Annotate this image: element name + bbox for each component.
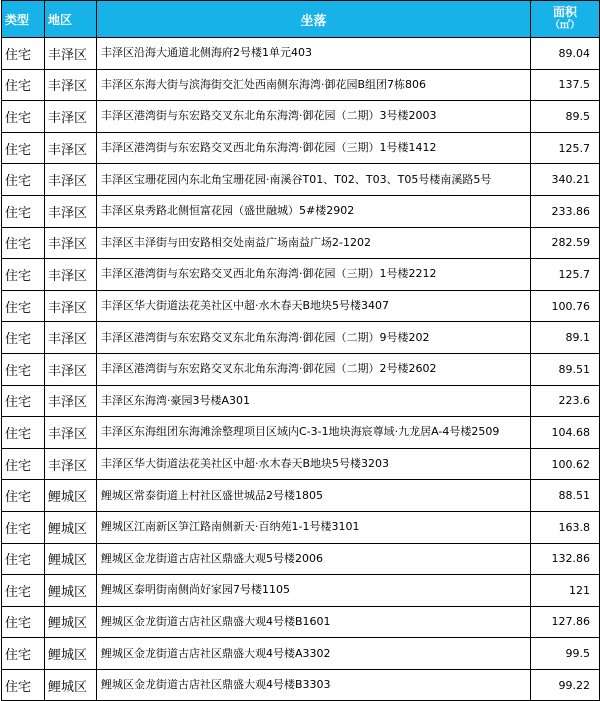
cell-area: 100.62 [531,448,600,480]
cell-type: 住宅 [2,227,45,259]
cell-address: 丰泽区港湾街与东宏路交叉东北角东海湾·御花园（二期）9号楼202 [97,322,531,354]
cell-address: 丰泽区华大街道法花美社区中超·水木春天B地块5号楼3203 [97,448,531,480]
table-row [2,511,600,543]
cell-district: 丰泽区 [45,417,97,449]
cell-type: 住宅 [2,353,45,385]
table-row [2,606,600,638]
cell-address: 鲤城区金龙街道古店社区鼎盛大观4号楼B3303 [97,669,531,701]
property-table [1,0,600,701]
cell-type: 住宅 [2,164,45,196]
cell-district: 鲤城区 [45,575,97,607]
cell-type: 住宅 [2,38,45,70]
cell-type: 住宅 [2,417,45,449]
cell-area: 100.76 [531,290,600,322]
cell-district: 鲤城区 [45,543,97,575]
table-row [2,417,600,449]
table-row [2,195,600,227]
cell-area: 89.5 [531,101,600,133]
cell-type: 住宅 [2,448,45,480]
cell-district: 丰泽区 [45,385,97,417]
cell-address: 丰泽区丰泽街与田安路相交处南益广场南益广场2-1202 [97,227,531,259]
header-row [2,1,600,38]
cell-area: 127.86 [531,606,600,638]
cell-area: 104.68 [531,417,600,449]
cell-address: 丰泽区港湾街与东宏路交叉东北角东海湾·御花园（二期）3号楼2003 [97,101,531,133]
cell-address: 丰泽区泉秀路北侧恒富花园（盛世融城）5#楼2902 [97,195,531,227]
table-row [2,448,600,480]
cell-area: 340.21 [531,164,600,196]
table-row [2,353,600,385]
cell-district: 鲤城区 [45,606,97,638]
header-district: 地区 [45,1,97,38]
cell-district: 鲤城区 [45,669,97,701]
header-area [531,1,600,38]
cell-district: 丰泽区 [45,353,97,385]
cell-type: 住宅 [2,259,45,291]
cell-type: 住宅 [2,575,45,607]
cell-district: 丰泽区 [45,38,97,70]
cell-area: 163.8 [531,511,600,543]
cell-address: 丰泽区港湾街与东宏路交叉东北角东海湾·御花园（二期）2号楼2602 [97,353,531,385]
cell-district: 丰泽区 [45,195,97,227]
cell-address: 丰泽区沿海大通道北侧海府2号楼1单元403 [97,38,531,70]
cell-type: 住宅 [2,511,45,543]
cell-type: 住宅 [2,69,45,101]
cell-district: 丰泽区 [45,227,97,259]
table-row [2,164,600,196]
cell-address: 鲤城区江南新区笋江路南侧新天·百纳苑1-1号楼3101 [97,511,531,543]
cell-area: 99.22 [531,669,600,701]
cell-area: 88.51 [531,480,600,512]
cell-area: 223.6 [531,385,600,417]
cell-address: 丰泽区港湾街与东宏路交叉西北角东海湾·御花园（三期）1号楼2212 [97,259,531,291]
header-area-label: 面积 [552,5,577,19]
header-area-unit: （㎡） [550,20,580,31]
table-row [2,638,600,670]
table-row [2,385,600,417]
cell-address: 丰泽区东海湾·豪园3号楼A301 [97,385,531,417]
cell-area: 132.86 [531,543,600,575]
cell-address: 丰泽区东海组团东海滩涂整理项目区域内C-3-1地块海宸尊域·九龙居A-4号楼2509 [97,417,531,449]
cell-area: 282.59 [531,227,600,259]
cell-address: 丰泽区宝珊花园内东北角宝珊花园·南溪谷T01、T02、T03、T05号楼南溪路5号 [97,164,531,196]
cell-district: 丰泽区 [45,259,97,291]
cell-district: 丰泽区 [45,290,97,322]
cell-type: 住宅 [2,132,45,164]
cell-area: 121 [531,575,600,607]
cell-type: 住宅 [2,322,45,354]
cell-type: 住宅 [2,195,45,227]
table-row [2,69,600,101]
cell-type: 住宅 [2,638,45,670]
table-row [2,575,600,607]
cell-district: 鲤城区 [45,511,97,543]
cell-address: 丰泽区港湾街与东宏路交叉西北角东海湾·御花园（三期）1号楼1412 [97,132,531,164]
cell-address: 鲤城区金龙街道古店社区鼎盛大观4号楼B1601 [97,606,531,638]
cell-address: 鲤城区金龙街道古店社区鼎盛大观5号楼2006 [97,543,531,575]
cell-type: 住宅 [2,543,45,575]
table-row [2,227,600,259]
cell-type: 住宅 [2,669,45,701]
cell-type: 住宅 [2,606,45,638]
table-row [2,259,600,291]
cell-area: 125.7 [531,259,600,291]
table-row [2,290,600,322]
table-row [2,480,600,512]
cell-district: 丰泽区 [45,132,97,164]
table-row [2,543,600,575]
cell-type: 住宅 [2,480,45,512]
cell-area: 89.1 [531,322,600,354]
cell-address: 丰泽区华大街道法花美社区中超·水木春天B地块5号楼3407 [97,290,531,322]
cell-area: 233.86 [531,195,600,227]
cell-type: 住宅 [2,385,45,417]
cell-area: 89.51 [531,353,600,385]
cell-type: 住宅 [2,290,45,322]
cell-address: 鲤城区金龙街道古店社区鼎盛大观4号楼A3302 [97,638,531,670]
table-row [2,101,600,133]
cell-district: 丰泽区 [45,101,97,133]
cell-district: 丰泽区 [45,69,97,101]
cell-type: 住宅 [2,101,45,133]
header-type: 类型 [2,1,45,38]
cell-area: 125.7 [531,132,600,164]
cell-district: 鲤城区 [45,480,97,512]
cell-address: 鲤城区泰明街南侧尚好家园7号楼1105 [97,575,531,607]
cell-district: 丰泽区 [45,322,97,354]
cell-area: 99.5 [531,638,600,670]
table-row [2,669,600,701]
header-address: 坐落 [97,1,531,38]
table-row [2,322,600,354]
cell-area: 89.04 [531,38,600,70]
cell-area: 137.5 [531,69,600,101]
cell-address: 丰泽区东海大街与滨海街交汇处西南侧东海湾·御花园B组团7栋806 [97,69,531,101]
table-row [2,132,600,164]
table-row [2,38,600,70]
cell-district: 丰泽区 [45,164,97,196]
cell-district: 丰泽区 [45,448,97,480]
cell-district: 鲤城区 [45,638,97,670]
cell-address: 鲤城区常泰街道上村社区盛世城品2号楼1805 [97,480,531,512]
